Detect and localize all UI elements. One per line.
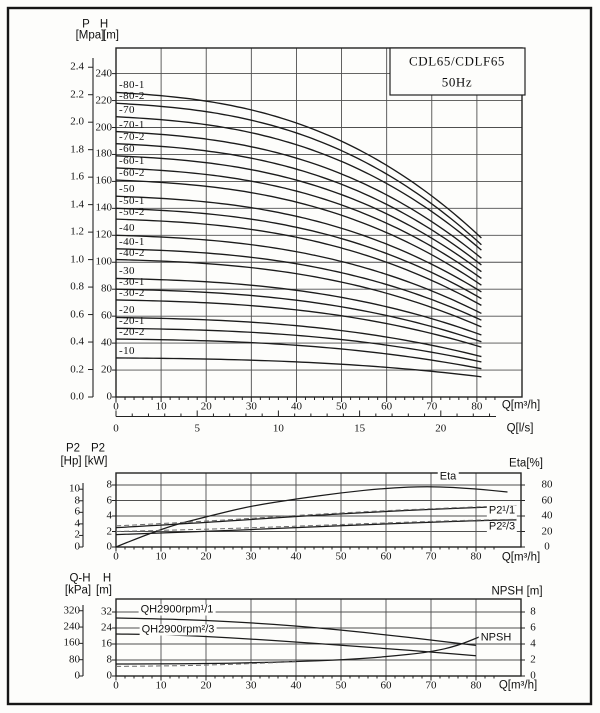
ls-tick-label: 0 — [113, 422, 119, 435]
top-x-tick-label: 0 — [113, 400, 119, 413]
mid-x-tick-label: 0 — [113, 550, 119, 563]
power-kw-axis-symbol: P2 — [90, 442, 106, 455]
bot-x-tick-label: 20 — [200, 679, 212, 692]
curve-P2¹/1 — [116, 506, 517, 528]
stage-curve-label-40-2: -40-2 — [119, 246, 145, 259]
top-x-tick-label: 20 — [200, 400, 212, 413]
stage-curve-label-50: -50 — [119, 183, 135, 196]
top-x-tick-label: 30 — [245, 400, 257, 413]
head-axis-unit-bottom: [m] — [96, 584, 112, 597]
head-tick-label: 20 — [101, 363, 112, 376]
mid-x-tick-label: 40 — [290, 550, 302, 563]
pressure-tick-label: 1.8 — [70, 143, 84, 156]
qh-full-curve-label: QH2900rpm¹/1 — [140, 603, 214, 616]
stage-curve-label-60-2: -60-2 — [119, 167, 145, 180]
stage-curve-label-80-2: -80-2 — [119, 90, 145, 103]
eta-tick-label: 40 — [541, 509, 553, 522]
head-tick-label: 180 — [95, 147, 112, 160]
power-hp-axis-unit: [Hp] — [60, 455, 82, 468]
bot-x-tick-label: 40 — [290, 679, 302, 692]
top-x-tick-label: 10 — [155, 400, 167, 413]
pressure-tick-label: 0.2 — [70, 363, 84, 376]
head-tick-label: 80 — [101, 282, 112, 295]
bot-x-tick-label: 30 — [245, 679, 257, 692]
npsh-tick-label: 2 — [530, 653, 536, 666]
eta-curve-label: Eta — [439, 470, 457, 483]
stage-curve-label-50-2: -50-2 — [119, 206, 145, 219]
bot-m-tick-label: 8 — [106, 653, 112, 666]
head-tick-label: 120 — [95, 228, 112, 241]
power-kw-axis-unit: [kW] — [84, 455, 108, 468]
head-tick-label: 140 — [95, 201, 112, 214]
eta-tick-label: 80 — [541, 478, 553, 491]
eta-tick-label: 20 — [541, 525, 553, 537]
curve--70-2 — [116, 144, 481, 265]
kpa-tick-label: 0 — [74, 669, 80, 682]
eta-tick-label: 60 — [541, 494, 553, 506]
top-x-tick-label: 40 — [290, 400, 302, 413]
npsh-curve-label: NPSH — [480, 631, 512, 644]
head-tick-label: 200 — [95, 121, 112, 133]
hp-tick-label: 4 — [74, 517, 80, 530]
pressure-tick-label: 2.0 — [70, 115, 84, 128]
kpa-tick-label: 320 — [63, 604, 80, 617]
stage-curve-label-60: -60 — [119, 142, 135, 155]
mid-x-tick-label: 20 — [200, 550, 212, 563]
hp-tick-label: 0 — [74, 540, 80, 553]
mid-x-tick-label: 50 — [335, 550, 347, 563]
kw-tick-label: 8 — [106, 478, 112, 491]
stage-curve-label-30: -30 — [119, 265, 135, 278]
kw-tick-label: 6 — [106, 494, 112, 506]
ls-tick-label: 15 — [354, 422, 366, 435]
qh-axis-symbol: Q-H — [69, 572, 91, 585]
head-axis-symbol: H — [99, 18, 109, 31]
efficiency-axis-header: Eta[%] — [509, 457, 543, 470]
stage-curve-label-70: -70 — [119, 103, 135, 116]
hp-tick-label: 6 — [74, 505, 80, 518]
bot-x-tick-label: 80 — [470, 679, 482, 692]
stage-curve-label-50-1: -50-1 — [119, 195, 145, 208]
curve--60 — [116, 156, 481, 272]
npsh-tick-label: 8 — [530, 605, 536, 618]
head-tick-label: 220 — [95, 94, 112, 107]
bot-m-tick-label: 16 — [101, 637, 112, 650]
model-title: CDL65/CDLF65 — [408, 53, 506, 69]
stage-curve-label-70-2: -70-2 — [119, 130, 145, 143]
stage-curve-label-20: -20 — [119, 304, 135, 317]
flow-axis-label-m3h-top: Q[m³/h] — [501, 399, 541, 412]
head-axis-symbol-bottom: H — [102, 572, 112, 585]
pressure-tick-label: 0.4 — [70, 335, 84, 348]
stage-curve-label-80-1: -80-1 — [119, 79, 145, 92]
kw-tick-label: 4 — [106, 509, 112, 522]
mid-x-tick-label: 30 — [245, 550, 257, 563]
bot-x-tick-label: 50 — [335, 679, 347, 692]
bot-x-tick-label: 10 — [155, 679, 167, 692]
stage-curve-label-60-1: -60-1 — [119, 154, 145, 167]
kw-tick-label: 2 — [106, 525, 112, 537]
head-tick-label: 100 — [95, 255, 112, 268]
hp-tick-label: 10 — [69, 482, 80, 495]
npsh-tick-label: 4 — [530, 637, 536, 650]
top-x-tick-label: 70 — [426, 400, 438, 413]
pressure-tick-label: 2.2 — [70, 88, 84, 101]
top-x-tick-label: 60 — [381, 400, 393, 413]
stage-curve-label-30-1: -30-1 — [119, 276, 145, 289]
mid-plot-border — [116, 470, 521, 547]
frequency-label: 50Hz — [441, 74, 473, 90]
stage-curve-label-40-1: -40-1 — [119, 235, 145, 248]
bot-x-tick-label: 0 — [113, 679, 119, 692]
p2-twothirds-curve-label: P2²/3 — [488, 520, 516, 533]
head-tick-label: 240 — [95, 67, 112, 80]
bot-m-tick-label: 0 — [106, 669, 112, 682]
stage-curve-label-20-2: -20-2 — [119, 326, 145, 339]
pressure-tick-label: 0.6 — [70, 308, 84, 321]
p2-full-curve-label: P2¹/1 — [488, 504, 516, 517]
bot-x-tick-label: 70 — [425, 679, 437, 692]
ls-tick-label: 5 — [194, 422, 200, 435]
npsh-tick-label: 0 — [530, 669, 536, 682]
flow-axis-label-m3h-mid: Q[m³/h] — [501, 551, 541, 564]
bot-m-tick-label: 32 — [101, 605, 112, 618]
curve--60-2 — [116, 180, 481, 285]
npsh-tick-label: 6 — [530, 621, 536, 634]
head-axis-unit: [m] — [103, 29, 119, 42]
pressure-tick-label: 0.8 — [70, 280, 84, 293]
hp-tick-label: 2 — [74, 528, 80, 541]
pressure-tick-label: 1.2 — [70, 225, 84, 238]
curve-Eta — [116, 487, 508, 547]
pressure-tick-label: 1.4 — [70, 198, 84, 211]
head-tick-label: 60 — [101, 309, 112, 322]
mid-x-tick-label: 80 — [470, 550, 482, 563]
kw-tick-label: 0 — [106, 540, 112, 553]
ls-tick-label: 20 — [435, 422, 447, 435]
bot-m-tick-label: 24 — [101, 621, 112, 634]
bot-x-tick-label: 60 — [380, 679, 392, 692]
curve--70-1 — [116, 132, 481, 259]
mid-x-tick-label: 10 — [155, 550, 167, 563]
curve-P2²/3 — [116, 520, 517, 535]
mid-x-tick-label: 60 — [380, 550, 392, 563]
ls-tick-label: 10 — [272, 422, 284, 435]
pressure-axis-unit: [Mpa] — [75, 29, 105, 42]
flow-axis-label-ls: Q[l/s] — [506, 422, 534, 435]
kpa-axis-unit: [kPa] — [64, 584, 92, 597]
mid-x-tick-label: 70 — [425, 550, 437, 563]
curve-mid-dashed-4 — [116, 519, 517, 531]
stage-curve-label-10: -10 — [119, 344, 135, 357]
stage-curve-label-30-2: -30-2 — [119, 286, 145, 299]
hp-tick-label: 8 — [74, 494, 80, 507]
top-x-tick-label: 50 — [336, 400, 348, 413]
curve--10 — [116, 358, 481, 377]
stage-curve-label-40: -40 — [119, 222, 135, 235]
flow-axis-label-m3h-bottom: Q[m³/h] — [498, 679, 538, 692]
npsh-axis-header: NPSH [m] — [491, 585, 543, 598]
eta-tick-label: 0 — [544, 540, 550, 553]
pressure-tick-label: 1.0 — [70, 253, 84, 266]
kpa-tick-label: 240 — [63, 620, 80, 633]
top-x-tick-label: 80 — [471, 400, 483, 413]
power-hp-axis-symbol: P2 — [65, 442, 81, 455]
stage-curve-label-70-1: -70-1 — [119, 118, 145, 131]
kpa-tick-label: 160 — [63, 636, 80, 649]
head-tick-label: 0 — [106, 390, 112, 403]
head-tick-label: 160 — [95, 174, 112, 187]
kpa-tick-label: 80 — [69, 653, 80, 666]
pressure-tick-label: 1.6 — [70, 170, 84, 183]
head-tick-label: 40 — [101, 336, 112, 349]
pressure-tick-label: 0.0 — [70, 390, 84, 403]
stage-curve-label-20-1: -20-1 — [119, 315, 145, 328]
qh-twothirds-curve-label: QH2900rpm²/3 — [141, 623, 215, 636]
pressure-axis-symbol: P — [82, 18, 90, 31]
pressure-tick-label: 2.4 — [70, 60, 84, 73]
